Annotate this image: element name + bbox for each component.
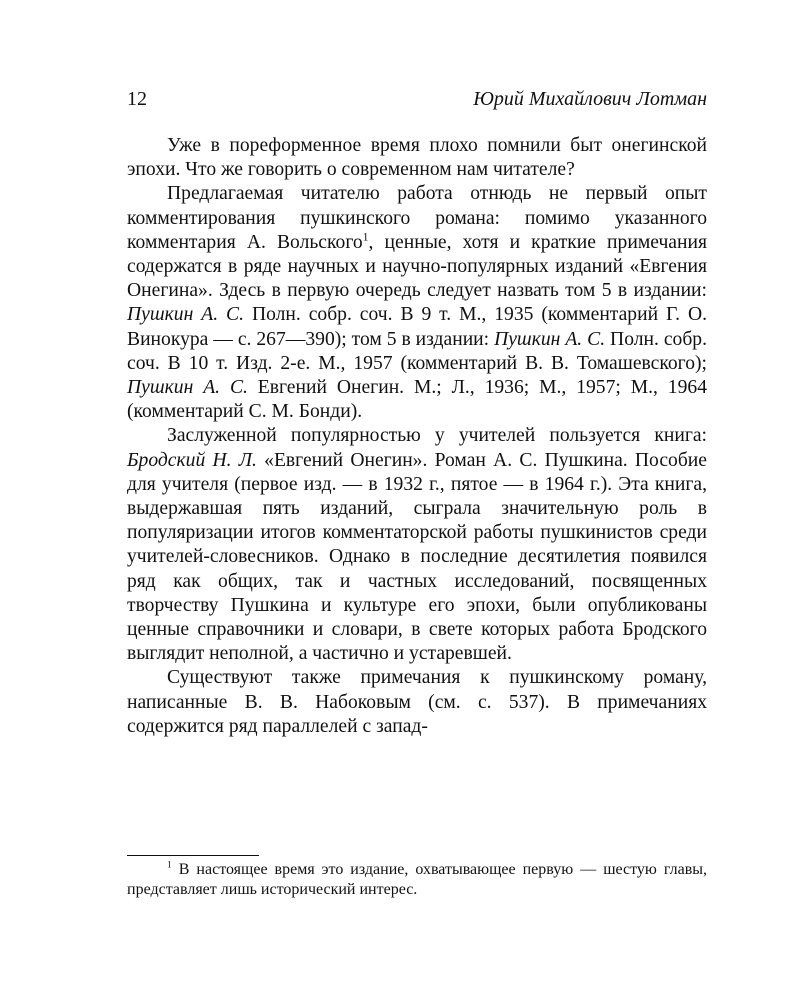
paragraph-text: , ценные, хотя и краткие примечания содержатся в ряде научных и научно-популярных изданий «Евгения Онегина». Здесь в первую очередь следует назвать том 5 в издании: [127, 231, 707, 302]
author-name: Пушкин А. С. [127, 377, 248, 399]
paragraph-text: Предлагаемая читателю работа отнюдь не первый опыт комментирования пушкинского романа: помимо указанного комментария А. Вольского [127, 183, 707, 253]
footnote-marker: 1 [167, 859, 172, 871]
body-text [127, 134, 707, 739]
paragraph [127, 424, 707, 666]
paragraph-text: Евгений Онегин. М.; Л., 1936; М., 1957; М., 1964 (комментарий С. М. Бонди). [127, 377, 707, 423]
page-number: 12 [127, 88, 147, 110]
footnote [127, 860, 707, 900]
paragraph-text: Полн. собр. соч. В 10 т. Изд. 2-е. М., 1957 (комментарий В. В. Томашевского); [127, 328, 708, 374]
page-header [127, 88, 707, 114]
footnote-text: В настоящее время это издание, охватывающее первую — шестую главы, представляет лишь исторический интерес. [127, 861, 707, 898]
footnote-divider [127, 855, 259, 856]
author-name: Пушкин А. С. [494, 328, 606, 350]
paragraph-text: Существуют также примечания к пушкинскому роману, написанные В. В. Набоковым (см. с. 537). В примечаниях содержится ряд параллелей с запад- [127, 667, 707, 737]
author-name: Бродский Н. Л. [127, 449, 257, 471]
paragraph [127, 182, 707, 424]
footnote-reference: 1 [362, 230, 369, 244]
paragraph-text: Полн. собр. соч. В 9 т. М., 1935 (комментарий Г. О. Винокура — с. 267—390); том 5 в издании: [127, 304, 707, 350]
author-name: Пушкин А. С. [127, 304, 245, 326]
paragraph-text: «Евгений Онегин». Роман А. С. Пушкина. Пособие для учителя (первое изд. — в 1932 г., пятое — в 1964 г.). Эта книга, выдержавшая пять изданий, сыграла значительную роль в популяризации итогов комментаторской работы пушкинистов среди учителей-словесников. Однако в последние десятилетия появился ряд как общих, так и частных исследований, посвященных творчеству Пушкина и культуре его эпохи, были опубликованы ценные справочники и словари, в свете которых работа Бродского выглядит неполной, а частично и устаревшей. [127, 449, 707, 665]
paragraph [127, 666, 707, 739]
running-title: Юрий Михайлович Лотман [473, 88, 707, 110]
paragraph-text: Заслуженной популярностью у учителей пользуется книга: [167, 425, 707, 447]
paragraph-text: Уже в пореформенное время плохо помнили быт онегинской эпохи. Что же говорить о современном нам читателе? [127, 135, 707, 181]
paragraph [127, 134, 707, 182]
